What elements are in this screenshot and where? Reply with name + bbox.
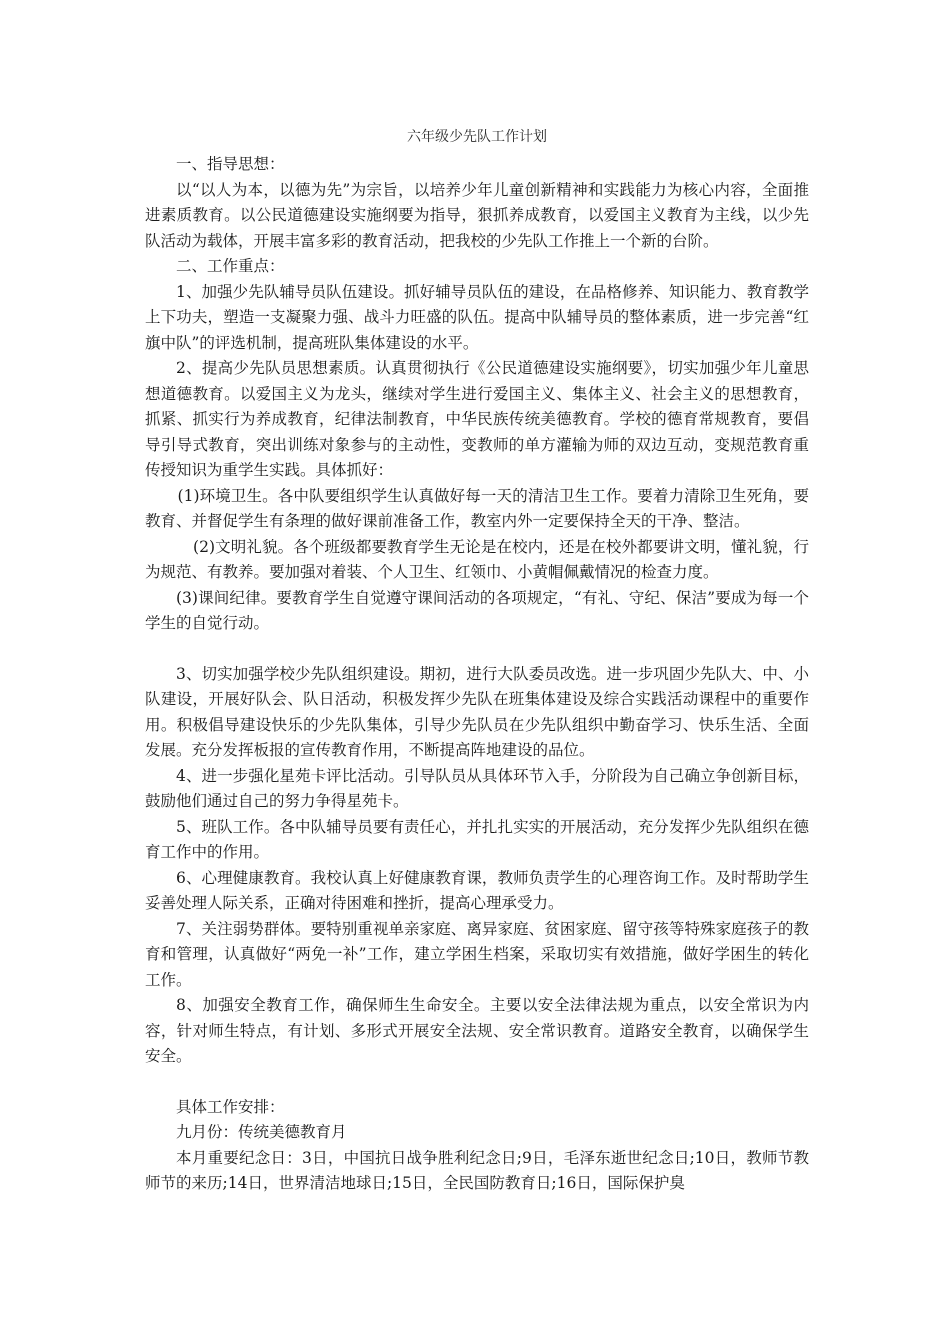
paragraph-item-3: 3、切实加强学校少先队组织建设。期初，进行大队委员改选。进一步巩固少先队大、中、小队建设，开展好队会、队日活动，积极发挥少先队在班集体建设及综合实践活动课程中的重要作用。积极倡导建设快乐的少先队集体，引导少先队员在少先队组织中勤奋学习、快乐生活、全面发展。充分发挥板报的宣传教育作用，不断提高阵地建设的品位。: [145, 664, 809, 759]
section-heading-schedule: 具体工作安排：: [176, 1097, 285, 1116]
section-heading-guiding-thought: 一、指导思想：: [176, 155, 285, 173]
spacer: [145, 1070, 809, 1095]
paragraph-item-7: 7、关注弱势群体。要特别重视单亲家庭、离异家庭、贫困家庭、留守孩等特殊家庭孩子的教育和管理，认真做好“两免一补”工作，建立学困生档案，采取切实有效措施，做好学困生的转化工作。: [145, 919, 809, 989]
paragraph-sub-1: (1)环境卫生。各中队要组织学生认真做好每一天的清洁卫生工作。要着力清除卫生死角，要教育、并督促学生有条理的做好课前准备工作，教室内外一定要保持全天的干净、整洁。: [145, 486, 809, 530]
paragraph-item-1: 1、加强少先队辅导员队伍建设。抓好辅导员队伍的建设，在品格修养、知识能力、教育教学上下功夫，塑造一支凝聚力强、战斗力旺盛的队伍。提高中队辅导员的整体素质，进一步完善“红旗中队”的评选机制，提高班队集体建设的水平。: [145, 282, 809, 352]
paragraph-item-5: 5、班队工作。各中队辅导员要有责任心，并扎扎实实的开展活动，充分发挥少先队组织在德育工作中的作用。: [145, 817, 809, 861]
paragraph-sub-3: (3)课间纪律。要教育学生自觉遵守课间活动的各项规定，“有礼、守纪、保洁”要成为每一个学生的自觉行动。: [145, 588, 809, 632]
spacer: [145, 637, 809, 662]
document-title: 六年级少先队工作计划: [407, 129, 547, 145]
document-page: [145, 126, 809, 1197]
section-heading-work-focus: 二、工作重点：: [176, 257, 285, 275]
paragraph-september-dates: 本月重要纪念日：3日，中国抗日战争胜利纪念日;9日，毛泽东逝世纪念日;10日，教师节教师节的来历;14日，世界清洁地球日;15日，全民国防教育日;16日，国际保护臭: [145, 1148, 809, 1192]
paragraph-item-4: 4、进一步强化星苑卡评比活动。引导队员从具体环节入手，分阶段为自己确立争创新目标，鼓励他们通过自己的努力争得星苑卡。: [145, 766, 809, 810]
paragraph-item-6: 6、心理健康教育。我校认真上好健康教育课，教师负责学生的心理咨询工作。及时帮助学生妥善处理人际关系，正确对待困难和挫折，提高心理承受力。: [145, 868, 809, 912]
paragraph-guiding-thought: 以“以人为本，以德为先”为宗旨，以培养少年儿童创新精神和实践能力为核心内容，全面推进素质教育。以公民道德建设实施纲要为指导，狠抓养成教育，以爱国主义教育为主线，以少先队活动为载体，开展丰富多彩的教育活动，把我校的少先队工作推上一个新的台阶。: [145, 180, 809, 250]
paragraph-item-8: 8、加强安全教育工作，确保师生生命安全。主要以安全法律法规为重点，以安全常识为内容，针对师生特点，有计划、多形式开展安全法规、安全常识教育。道路安全教育，以确保学生安全。: [145, 996, 809, 1065]
paragraph-september-theme: 九月份：传统美德教育月: [176, 1123, 347, 1141]
paragraph-item-2: 2、提高少先队员思想素质。认真贯彻执行《公民道德建设实施纲要》，切实加强少年儿童思想道德教育。以爱国主义为龙头，继续对学生进行爱国主义、集体主义、社会主义的思想教育，抓紧、抓实行为养成教育，纪律法制教育，中华民族传统美德教育。学校的德育常规教育，要倡导引导式教育，突出训练对象参与的主动性，变教师的单方灌输为师的双边互动，变规范教育重传授知识为重学生实践。具体抓好：: [145, 359, 809, 479]
paragraph-sub-2: (2)文明礼貌。各个班级都要教育学生无论是在校内，还是在校外都要讲文明，懂礼貌，行为规范、有教养。要加强对着装、个人卫生、红领巾、小黄帽佩戴情况的检查力度。: [145, 537, 809, 581]
